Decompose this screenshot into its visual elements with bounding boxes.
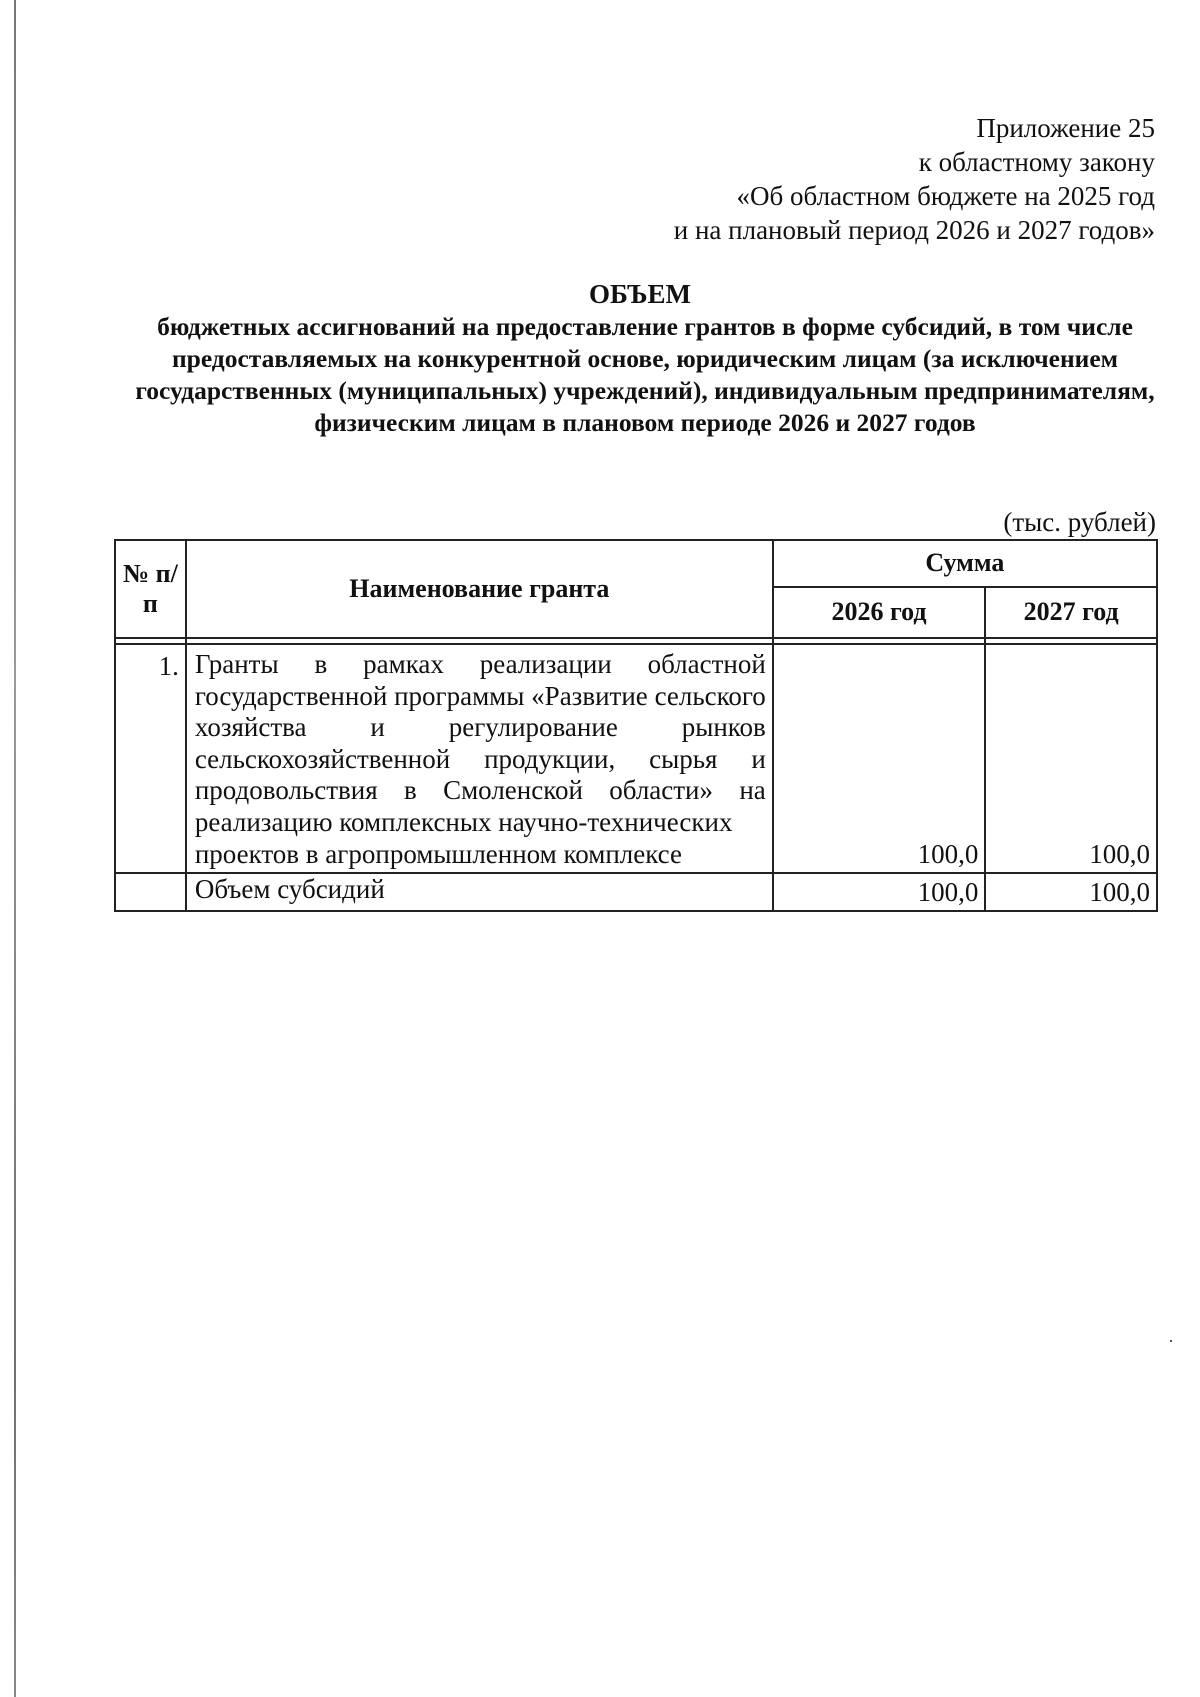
units-label: (тыс. рублей) xyxy=(1003,507,1156,537)
header-year-2026: 2026 год xyxy=(773,587,986,638)
total-label: Объем субсидий xyxy=(186,873,773,911)
appendix-line: и на плановый период 2026 и 2027 годов» xyxy=(673,215,1155,245)
grants-table xyxy=(114,539,1158,912)
document-subtitle: бюджетных ассигнований на предоставление грантов в форме субсидий, в том числе предоставляемых на конкурентной основе, юридическим лицам (за исключением государственных (муниципальных) учреждений), индивидуальным предпринимателям, физическим лицам в плановом периоде 2026 и 2027 годов xyxy=(135,312,1155,437)
row-number: 1. xyxy=(115,644,186,873)
header-sum: Сумма xyxy=(773,540,1157,587)
grant-name: Гранты в рамках реализации областной государственной программы «Развитие сельского хозяйства и регулирование рынков сельскохозяйственной продукции, сырья и продовольствия в Смоленской области» на реализацию комплексных научно-технических xyxy=(194,649,766,837)
total-row xyxy=(115,873,1157,911)
header-number: № п/п xyxy=(115,540,186,638)
value-2026: 100,0 xyxy=(773,644,986,873)
header-name: Наименование гранта xyxy=(186,540,773,638)
total-2026: 100,0 xyxy=(773,873,986,911)
grant-name-cell xyxy=(186,644,773,873)
appendix-line: к областному закону xyxy=(918,147,1155,177)
table-row xyxy=(115,644,1157,873)
appendix-line: «Об областном бюджете на 2025 год xyxy=(736,181,1155,211)
table-header-row xyxy=(115,540,1157,587)
total-2027: 100,0 xyxy=(985,873,1157,911)
scan-edge-line xyxy=(14,0,16,1697)
value-2027: 100,0 xyxy=(985,644,1157,873)
total-number-empty xyxy=(115,873,186,911)
appendix-line: Приложение 25 xyxy=(976,113,1155,143)
scan-speck xyxy=(1170,1340,1172,1342)
appendix-header xyxy=(674,111,1155,247)
grant-name-last-line: проектов в агропромышленном комплексе xyxy=(194,838,682,869)
header-year-2027: 2027 год xyxy=(985,587,1157,638)
document-title: ОБЪЕМ xyxy=(589,279,691,309)
